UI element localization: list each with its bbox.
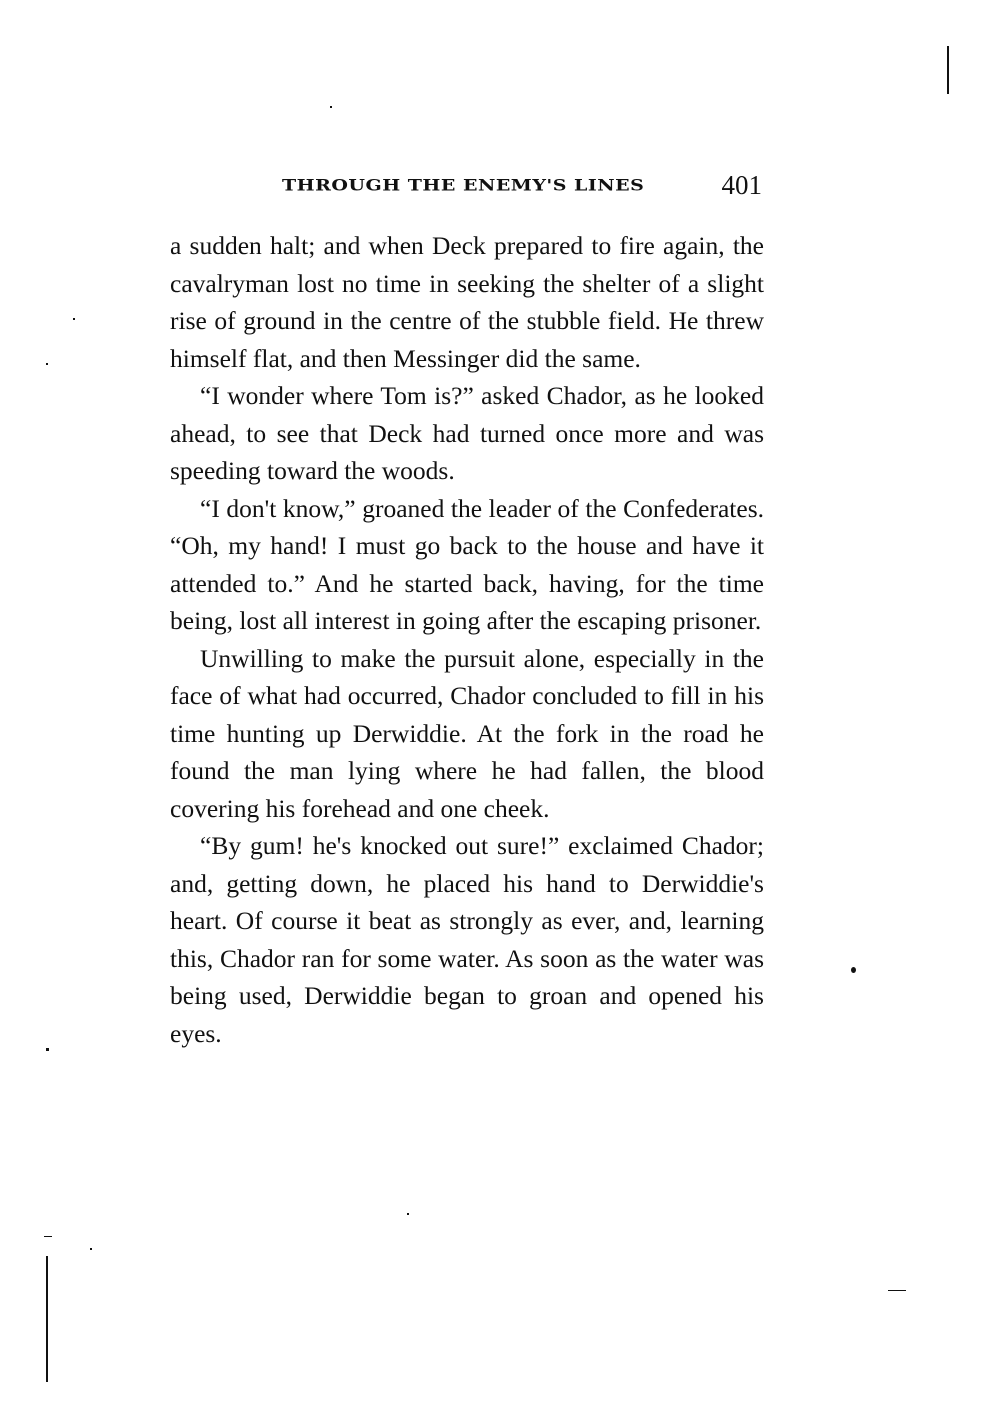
page-number: 401 [721,170,762,200]
running-header [170,170,764,210]
scan-speck [330,106,332,108]
scan-edge-line-bottom-left [46,1256,48,1382]
scan-edge-line-top-right [947,46,949,94]
scan-speck [46,363,48,365]
scan-dash-bottom-right [888,1290,906,1291]
scan-speck [851,967,856,973]
scan-speck [407,1213,409,1215]
paragraph-2: “I wonder where Tom is?” asked Chador, as he looked ahead, to see that Deck had turned once more and was speeding toward the woods. [170,381,764,485]
paragraph-4: Unwilling to make the pursuit alone, especially in the face of what had occurred, Chador concluded to fill in his time hunting up Derwiddie. At the fork in the road he found the man lying where he had fallen, the blood covering his forehead and one cheek. [170,643,764,823]
scan-speck [44,1236,52,1237]
paragraph-1: a sudden halt; and when Deck prepared to fire again, the cavalryman lost no time in seeking the shelter of a slight rise of ground in the centre of the stubble field. He threw himself flat, and then Messinger did the same. [170,231,764,373]
body-text [170,227,764,1052]
scan-speck [90,1248,92,1250]
scan-speck [73,318,75,320]
running-title: THROUGH THE ENEMY'S LINES [282,176,645,195]
scan-speck [46,1048,49,1051]
paragraph-3: “I don't know,” groaned the leader of the Confederates. “Oh, my hand! I must go back to the house and have it attended to.” And he started back, having, for the time being, lost all interest in going after the escaping prisoner. [170,493,764,635]
paragraph-5: “By gum! he's knocked out sure!” exclaimed Chador; and, getting down, he placed his hand to Derwiddie's heart. Of course it beat as strongly as ever, and, learning this, Chador ran for some water. As soon as the water was being used, Derwiddie began to groan and opened his eyes. [170,831,764,1048]
